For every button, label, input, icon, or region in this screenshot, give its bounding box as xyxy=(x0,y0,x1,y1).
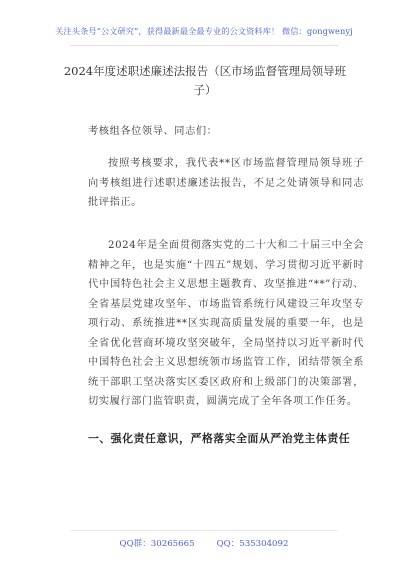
salutation: 考核组各位领导、同志们： xyxy=(88,126,218,137)
section-heading: 一、强化责任意识，严格落实全面从严治党主体责任 xyxy=(88,432,351,445)
paragraph: 2024年是全面贯彻落实党的二十大和二十届三中全会精神之年，也是实施“十四五”规划、学习贯彻习近平新时代中国特色社会主义思想主题教育、攻坚推进“**”行动、全省基层党建攻坚年、市场监管系统行风建设三年攻坚专项行动、系统推进**区实现高质量发展的重要一年，也是全省优化营商环境攻坚突破年，全局坚持以习近平新时代中国特色社会主义思想统领市场监管工作，团结带领全系统干部职工坚决落实区委区政府和上级部门的决策部署，切实履行部门监管职责，圆满完成了全年各项工作任务。 xyxy=(88,240,364,407)
paragraph: 按照考核要求，我代表**区市场监督管理局领导班子向考核组进行述职述廉述法报告，不足之处请领导和同志批评指正。 xyxy=(88,158,364,208)
header-divider xyxy=(70,45,338,46)
footer xyxy=(0,537,408,549)
footer-divider xyxy=(70,530,338,531)
footer-qq-group[interactable]: QQ群：30265665 xyxy=(119,539,195,549)
footer-qq[interactable]: QQ：535304092 xyxy=(216,539,289,549)
header-banner[interactable]: 关注头条号“公文研究”，获得最新最全最专业的公文资料库！ 微信：gongwenyj xyxy=(55,26,353,36)
document-title: 2024年度述职述廉述法报告（区市场监督管理局领导班子） xyxy=(63,64,347,97)
